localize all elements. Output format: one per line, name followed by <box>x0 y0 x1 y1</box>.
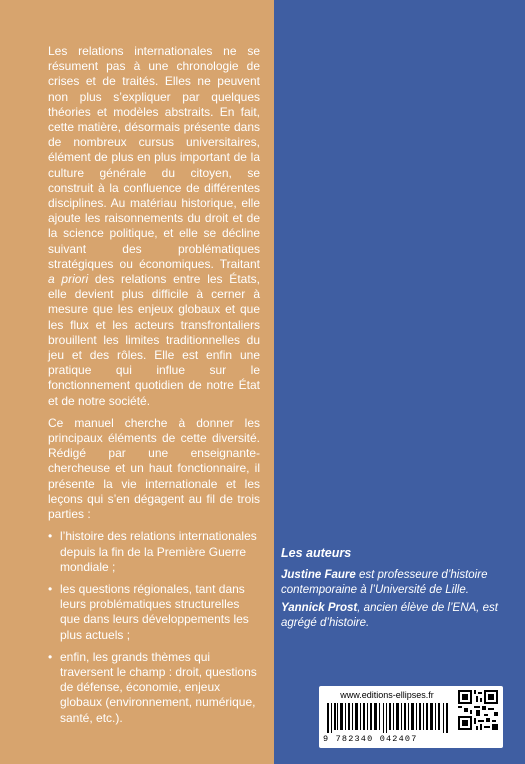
description-text <box>48 44 260 733</box>
right-panel <box>274 0 525 764</box>
isbn-number: 9 782340 042407 <box>323 734 418 744</box>
author-description: , ancien élève de l’ENA, est agrégé d’histoire. <box>281 602 498 629</box>
paragraph-intro-part1: Les relations internationales ne se résument pas à une chronologie de crises et de traités. Elles ne peuvent non plus s’expliquer par quelques théories et modèles abstraits. En fait, cette matière, désormais présente dans de nombreux cursus universitaires, élément de plus en plus important de la culture générale du citoyen, se construit à la confluence de différentes disciplines. Au matériau historique, elle ajoute les raisonnements du droit et de la science politique, et elle se décline suivant des problématiques stratégiques ou économiques. Traitant <box>48 44 260 271</box>
barcode-icon <box>327 703 451 733</box>
author-bio <box>281 568 517 597</box>
parts-list <box>48 529 260 725</box>
paragraph-intro <box>48 44 260 409</box>
bullet-icon: • <box>48 581 53 596</box>
paragraph-intro-part2: des relations entre les États, elle devient plus difficile à cerner à mesure que les enjeux globaux et que les flux et les acteurs transfrontaliers brouillent les limites traditionnelles du jeu et des rôles. Elle est enfin une pratique qui influe sur le fonctionnement quotidien de notre État et de notre société. <box>48 272 260 408</box>
paragraph-intro-italic: a priori <box>48 272 89 287</box>
list-item-text: les questions régionales, tant dans leurs problématiques structurelles que dans leurs développements les plus actuels ; <box>60 581 249 642</box>
author-name: Justine Faure <box>281 569 356 581</box>
qr-code-icon <box>458 690 498 730</box>
author-bio <box>281 601 517 630</box>
authors-heading: Les auteurs <box>281 546 352 560</box>
author-name: Yannick Prost <box>281 602 358 614</box>
paragraph-manual: Ce manuel cherche à donner les principaux éléments de cette diversité. Rédigé par une enseignante-chercheuse et un haut fonctionnaire, il présente la vie internationale et les leçons qui s’en dégagent au fil de trois parties : <box>48 415 260 522</box>
barcode-panel <box>319 686 503 748</box>
list-item-text: enfin, les grands thèmes qui traversent le champ : droit, questions de défense, économie, enjeux globaux (environnement, numérique, santé, etc.). <box>60 649 257 725</box>
list-item <box>48 582 260 643</box>
publisher-url: www.editions-ellipses.fr <box>340 690 434 700</box>
author-description: est professeure d’histoire contemporaine à l’Université de Lille. <box>281 569 488 596</box>
bullet-icon: • <box>48 649 53 664</box>
bullet-icon: • <box>48 529 53 544</box>
list-item <box>48 650 260 726</box>
list-item <box>48 529 260 575</box>
authors-section <box>281 546 517 634</box>
list-item-text: l’histoire des relations internationales depuis la fin de la Première Guerre mondiale ; <box>60 529 257 574</box>
